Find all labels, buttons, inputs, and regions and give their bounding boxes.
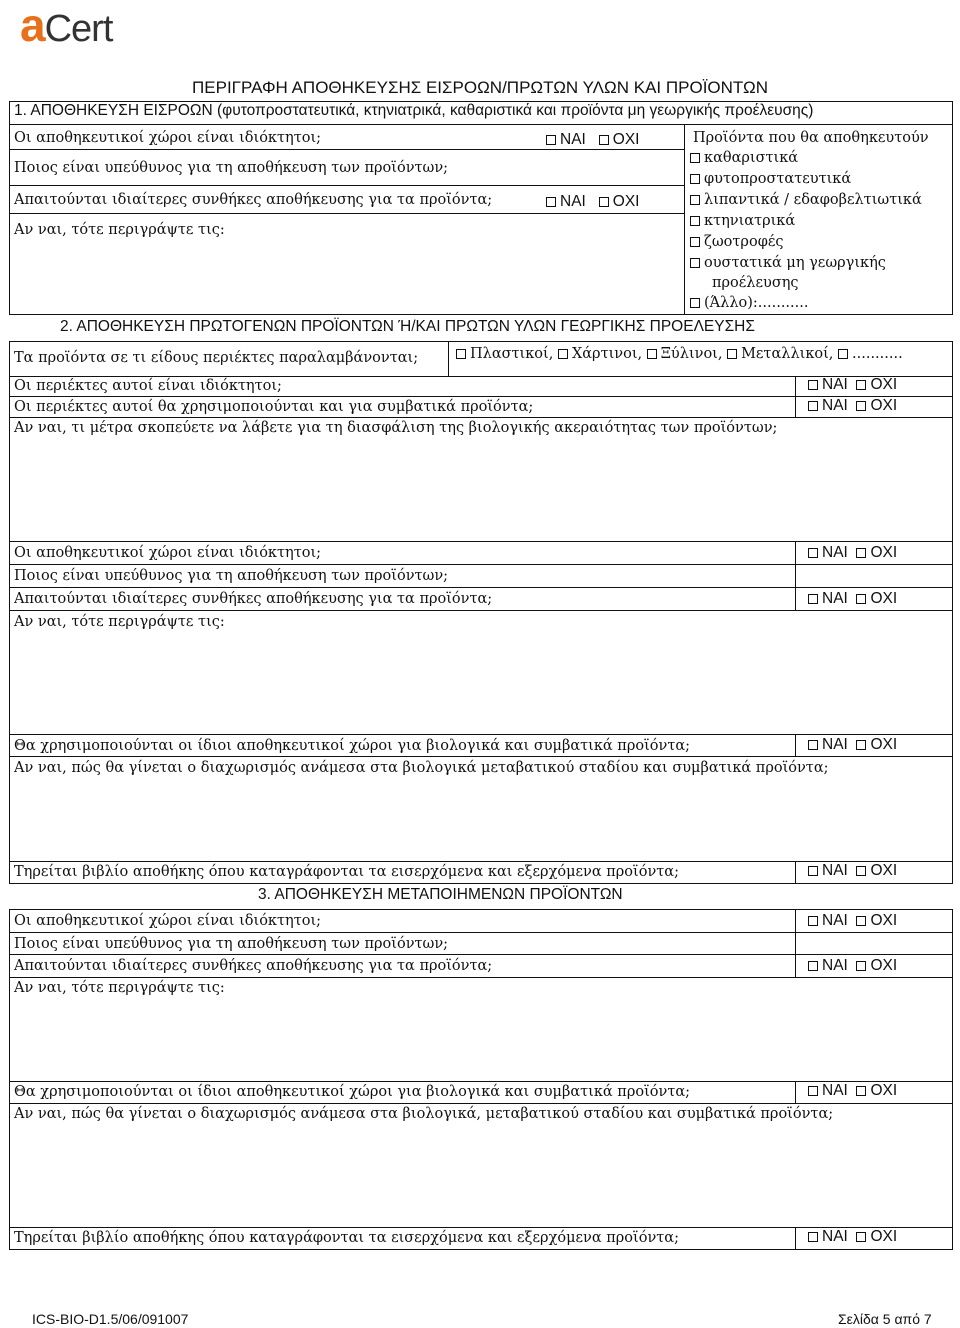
- document-code: ICS-BIO-D1.5/06/091007: [32, 1311, 189, 1327]
- s2-same-storage-question: Θα χρησιμοποιούνται οι ίδιοι αποθηκευτικοί χώροι για βιολογικά και συμβατικά προϊόντα;: [14, 738, 691, 754]
- product-option[interactable]: φυτοπροστατευτικά: [690, 169, 851, 189]
- s2-containers-owned-yes-no[interactable]: ΝΑΙ ΟΧΙ: [808, 376, 897, 394]
- s3-conditions-yes-no[interactable]: ΝΑΙ ΟΧΙ: [808, 957, 897, 975]
- s2-conditions-yes-no[interactable]: ΝΑΙ ΟΧΙ: [808, 590, 897, 608]
- checkbox-no[interactable]: [856, 380, 866, 390]
- page-title: ΠΕΡΙΓΡΑΦΗ ΑΠΟΘΗΚΕΥΣΗΣ ΕΙΣΡΟΩΝ/ΠΡΩΤΩΝ ΥΛΩΝ ΚΑΙ ΠΡΟΪΟΝΤΩΝ: [192, 78, 768, 97]
- section-3-heading: 3. ΑΠΟΘΗΚΕΥΣΗ ΜΕΤΑΠΟΙΗΜΕΝΩΝ ΠΡΟΪΟΝΤΩΝ: [258, 886, 623, 903]
- product-option[interactable]: λιπαντικά / εδαφοβελτιωτικά: [690, 190, 922, 210]
- checkbox-plastic[interactable]: [456, 349, 466, 359]
- s2-separation-question: Αν ναι, πώς θα γίνεται ο διαχωρισμός ανάμεσα στα βιολογικά μεταβατικού σταδίου και συμβατικά προϊόντα;: [14, 760, 829, 776]
- checkbox-yes[interactable]: [546, 197, 556, 207]
- checkbox-other[interactable]: [838, 349, 848, 359]
- product-option-other[interactable]: (Άλλο):...........: [690, 293, 808, 313]
- page-number: Σελίδα 5 από 7: [838, 1311, 932, 1327]
- s3-same-storage-yes-no[interactable]: ΝΑΙ ΟΧΙ: [808, 1082, 897, 1100]
- checkbox-yes[interactable]: [808, 961, 818, 971]
- checkbox-yes[interactable]: [808, 380, 818, 390]
- checkbox-wood[interactable]: [647, 349, 657, 359]
- s3-conditions-question: Απαιτούνται ιδιαίτερες συνθήκες αποθήκευσης για τα προϊόντα;: [14, 958, 493, 974]
- s2-owned-yes-no[interactable]: ΝΑΙ ΟΧΙ: [808, 544, 897, 562]
- s3-same-storage-question: Θα χρησιμοποιούνται οι ίδιοι αποθηκευτικοί χώροι για βιολογικά και συμβατικά προϊόντα;: [14, 1084, 691, 1100]
- checkbox[interactable]: [690, 258, 700, 268]
- checkbox[interactable]: [690, 174, 700, 184]
- checkbox-yes[interactable]: [808, 401, 818, 411]
- checkbox-paper[interactable]: [558, 349, 568, 359]
- checkbox-metal[interactable]: [727, 349, 737, 359]
- checkbox[interactable]: [690, 216, 700, 226]
- s3-separation-question: Αν ναι, πώς θα γίνεται ο διαχωρισμός ανάμεσα στα βιολογικά, μεταβατικού σταδίου και συμβατικά προϊόντα;: [14, 1106, 834, 1122]
- s2-responsible-question: Ποιος είναι υπεύθυνος για τη αποθήκευση των προϊόντων;: [14, 568, 449, 584]
- s3-owned-question: Οι αποθηκευτικοί χώροι είναι ιδιόκτητοι;: [14, 913, 322, 929]
- checkbox-no[interactable]: [856, 594, 866, 604]
- product-option[interactable]: καθαριστικά: [690, 148, 798, 168]
- s2-measures-question: Αν ναι, τι μέτρα σκοπεύετε να λάβετε για τη διασφάλιση της βιολογικής ακεραιότητας των προϊόντων;: [14, 420, 778, 436]
- s1-owned-yes-no[interactable]: ΝΑΙ ΟΧΙ: [546, 131, 639, 149]
- s1-owned-question: Οι αποθηκευτικοί χώροι είναι ιδιόκτητοι;: [14, 130, 322, 146]
- s2-containers-owned-question: Οι περιέκτες αυτοί είναι ιδιόκτητοι;: [14, 378, 282, 394]
- checkbox-no[interactable]: [856, 1232, 866, 1242]
- checkbox-yes[interactable]: [546, 135, 556, 145]
- s2-same-storage-yes-no[interactable]: ΝΑΙ ΟΧΙ: [808, 736, 897, 754]
- s3-responsible-question: Ποιος είναι υπεύθυνος για τη αποθήκευση των προϊόντων;: [14, 936, 449, 952]
- checkbox-yes[interactable]: [808, 594, 818, 604]
- section-2-heading: 2. ΑΠΟΘΗΚΕΥΣΗ ΠΡΩΤΟΓΕΝΩΝ ΠΡΟΪΟΝΤΩΝ Ή/ΚΑΙ ΠΡΩΤΩΝ ΥΛΩΝ ΓΕΩΡΓΙΚΗΣ ΠΡΟΕΛΕΥΣΗΣ: [60, 318, 755, 335]
- checkbox-no[interactable]: [856, 961, 866, 971]
- s1-responsible-question: Ποιος είναι υπεύθυνος για τη αποθήκευση των προϊόντων;: [14, 160, 449, 176]
- s3-owned-yes-no[interactable]: ΝΑΙ ΟΧΙ: [808, 912, 897, 930]
- s2-book-yes-no[interactable]: ΝΑΙ ΟΧΙ: [808, 862, 897, 880]
- s1-describe-question: Αν ναι, τότε περιγράψτε τις:: [14, 222, 225, 238]
- product-option-continued: προέλευσης: [712, 275, 799, 291]
- s2-containers-conventional-yes-no[interactable]: ΝΑΙ ΟΧΙ: [808, 397, 897, 415]
- s2-conditions-question: Απαιτούνται ιδιαίτερες συνθήκες αποθήκευσης για τα προϊόντα;: [14, 591, 493, 607]
- checkbox-no[interactable]: [856, 548, 866, 558]
- s1-conditions-yes-no[interactable]: ΝΑΙ ΟΧΙ: [546, 193, 639, 211]
- checkbox-yes[interactable]: [808, 866, 818, 876]
- s2-owned-question: Οι αποθηκευτικοί χώροι είναι ιδιόκτητοι;: [14, 545, 322, 561]
- checkbox-no[interactable]: [599, 197, 609, 207]
- checkbox[interactable]: [690, 153, 700, 163]
- checkbox-no[interactable]: [856, 1086, 866, 1096]
- s1-conditions-question: Απαιτούνται ιδιαίτερες συνθήκες αποθήκευσης για τα προϊόντα;: [14, 192, 493, 208]
- checkbox-yes[interactable]: [808, 916, 818, 926]
- container-options[interactable]: Πλαστικοί, Χάρτινοι, Ξύλινοι, Μεταλλικοί, ...........: [456, 344, 903, 364]
- checkbox-no[interactable]: [856, 740, 866, 750]
- checkbox[interactable]: [690, 298, 700, 308]
- section-1-heading: 1. ΑΠΟΘΗΚΕΥΣΗ ΕΙΣΡΟΩΝ (φυτοπροστατευτικά, κτηνιατρικά, καθαριστικά και προϊόντα μη γεωργικής προέλευσης): [14, 102, 814, 119]
- checkbox-yes[interactable]: [808, 1086, 818, 1096]
- checkbox-yes[interactable]: [808, 1232, 818, 1242]
- checkbox-yes[interactable]: [808, 548, 818, 558]
- checkbox[interactable]: [690, 237, 700, 247]
- s3-describe-question: Αν ναι, τότε περιγράψτε τις:: [14, 980, 225, 996]
- acert-logo: aCert: [20, 0, 113, 51]
- s2-containers-conventional-question: Οι περιέκτες αυτοί θα χρησιμοποιούνται και για συμβατικά προϊόντα;: [14, 399, 534, 415]
- containers-question: Τα προϊόντα σε τι είδους περιέκτες παραλαμβάνονται;: [14, 350, 419, 366]
- s3-book-question: Τηρείται βιβλίο αποθήκης όπου καταγράφονται τα εισερχόμενα και εξερχόμενα προϊόντα;: [14, 1230, 679, 1246]
- checkbox-no[interactable]: [856, 916, 866, 926]
- s3-book-yes-no[interactable]: ΝΑΙ ΟΧΙ: [808, 1228, 897, 1246]
- product-option[interactable]: ζωοτροφές: [690, 232, 783, 252]
- checkbox-yes[interactable]: [808, 740, 818, 750]
- checkbox[interactable]: [690, 195, 700, 205]
- s2-book-question: Τηρείται βιβλίο αποθήκης όπου καταγράφονται τα εισερχόμενα και εξερχόμενα προϊόντα;: [14, 864, 679, 880]
- checkbox-no[interactable]: [599, 135, 609, 145]
- checkbox-no[interactable]: [856, 401, 866, 411]
- product-option[interactable]: κτηνιατρικά: [690, 211, 795, 231]
- product-option[interactable]: ουστατικά μη γεωργικής: [690, 253, 886, 273]
- products-header: Προϊόντα που θα αποθηκευτούν: [693, 130, 929, 146]
- checkbox-no[interactable]: [856, 866, 866, 876]
- s2-describe-question: Αν ναι, τότε περιγράψτε τις:: [14, 614, 225, 630]
